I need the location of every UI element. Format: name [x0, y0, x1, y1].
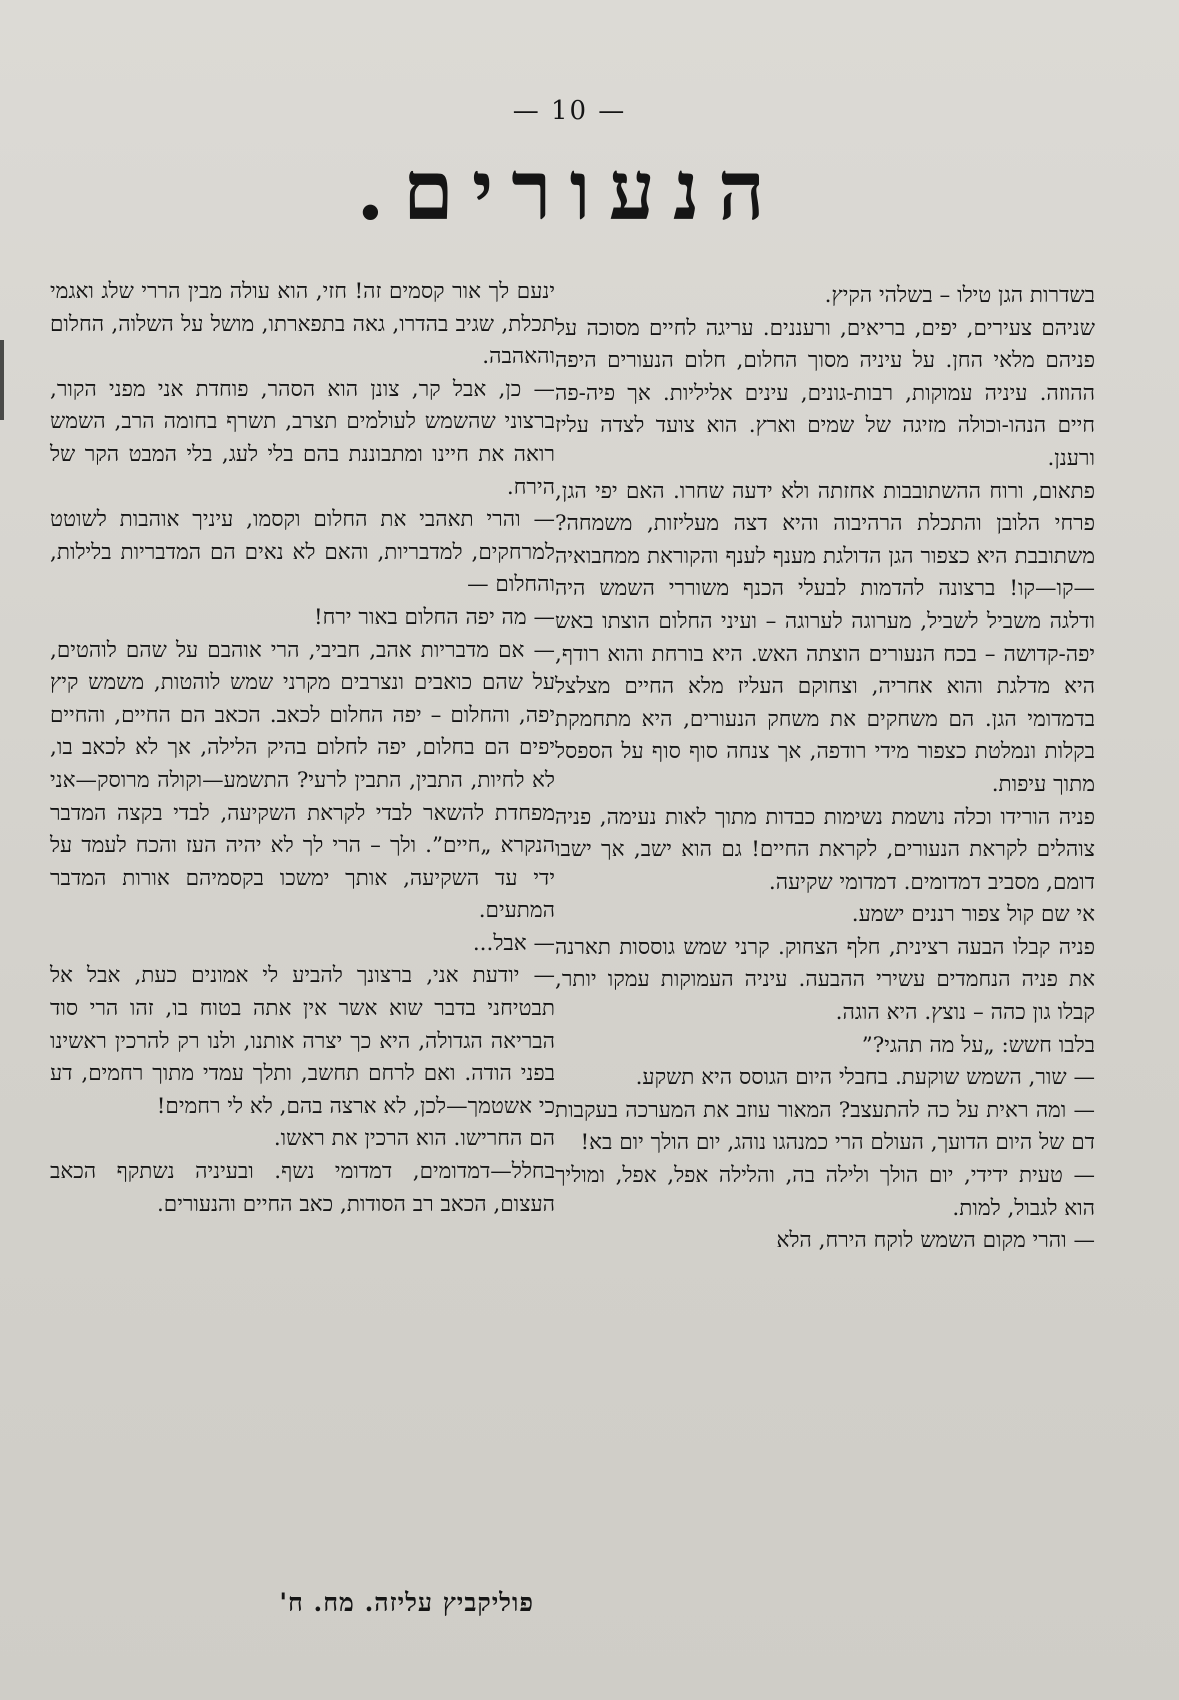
paragraph: — שור, השמש שוקעת. בחבלי היום הגוסס היא תשקע.: [635, 1065, 1095, 1091]
paragraph: — מה יפה החלום באור ירח!: [313, 604, 555, 630]
paragraph: — אבל...: [472, 930, 555, 956]
page-edge-mark: [0, 340, 4, 420]
paragraph: — אם מדבריות אהב, חביבי, הרי אוהבם על שהם לוהטים, על שהם כואבים ונצרבים מקרני שמש לוהטות, משמש קיץ יפה, והחלום – יפה החלום לכאב. הכאב הם החיים, והחיים יפים הם בחלום, יפה לחלום בהיק הלילה, אך לא לכאב בו, לא לחיות, התבין, התבין לרעי? התשמע—וקולה מרוסק—אני מפחדת להשאר לבדי לקראת השקיעה, לבדי בקצה המדבר הנקרא „חיים”. ולך – הרי לך לא יהיה העז והכח לעמד על ידי עד השקיעה, אותך ימשכו בקסמיהם אורות המדבר המתעים.: [50, 637, 555, 924]
paragraph: פניה הורידו וכלה נושמת נשימות כבדות מתוך לאות נעימה, פניה צוהלים לקראת הנעורים, לקראת החיים! גם הוא ישב, אך ישבו דומם, מסביב דמדומים. דמדומי שקיעה.: [555, 804, 1095, 895]
paragraph: — יודעת אני, ברצונך להביע לי אמונים כעת, אבל אל תבטיחני בדבר שוא אשר אין אתה בטוח בו, זהו הרי סוד הבריאה הגדולה, היא כך יצרה אותנו, ולנו רק להרכין ראשינו בפני הודה. ואם לרחם תחשב, ותלך עמדי מתוך רחמים, דע כי אשטמך—לכן, לא ארצה בהם, לא לי רחמים!: [50, 963, 555, 1119]
paragraph: בלבו חשש: „על מה תהגי?”: [861, 1032, 1095, 1058]
author-signature: פוליקביץ עליזה. מח. ח': [279, 1588, 534, 1617]
paragraph: הם החרישו. הוא הרכין את ראשו.: [273, 1126, 555, 1152]
paragraph: — כן, אבל קר, צונן הוא הסהר, פוחדת אני מפני הקור, ברצוני שהשמש לעולמים תצרב, תשרף בחומה הרב, השמש רואה את חיינו ומתבוננת בהם בלי לעג, בלי המבט הקר של הירח.: [50, 376, 555, 500]
paragraph: — ומה ראית על כה להתעצב? המאור עוזב את המערכה בעקבות דם של היום הדועך, העולם הרי כמנהגו נוהג, יום הולך יום בא!: [555, 1097, 1095, 1156]
right-column: [555, 280, 1095, 1258]
paragraph: ינעם לך אור קסמים זה! חזי, הוא עולה מבין הררי שלג ואגמי תכלת, שגיב בהדרו, גאה בתפארתו, מושל על השלוה, החלום והאהבה.: [50, 279, 555, 370]
paragraph: אי שם קול צפור רננים ישמע.: [851, 902, 1095, 928]
left-column: [50, 276, 555, 1221]
paragraph: — והרי מקום השמש לוקח הירח, הלא: [776, 1228, 1095, 1254]
article-title: הנעורים.: [356, 143, 783, 239]
page-number: — 10 —: [512, 96, 627, 126]
paragraph: — טעית ידידי, יום הולך ולילה בה, והלילה אפל, אפל, ומוליך הוא לגבול, למות.: [555, 1163, 1095, 1221]
paragraph: פתאום, ורוח ההשתובבות אחזתה ולא ידעה שחרו. האם יפי הגן, פרחי הלובן והתכלת הרהיבוה והיא דצה מעליזות, משמחה? משתובבת היא כצפור הגן הדולגת מענף לענף והקוראת ממחבואיה—קו—קו! ברצונה להדמות לבעלי הכנף משוררי השמש היה ודלגה משביל לשביל, מערוגה לערוגה – ועיני החלום הוצתו באש יפה-קדושה – בכח הנעורים הוצתה האש. היא בורחת והוא רודף, היא מדלגת והוא אחריה, וצחוקם העליז מלא החיים מצלצל בדמדומי הגן. הם משחקים את משחק הנעורים, היא מתחמקת בקלות ונמלטת כצפור מידי רודפה, אך צנחה סוף סוף על הספסל מתוך עיפות.: [555, 478, 1095, 797]
paragraph: שניהם צעירים, יפים, בריאים, ורעננים. עריגה לחיים מסוכה על פניהם מלאי החן. על עיניה מסוך החלום, חלום הנעורים היפה ההוזה. עיניה עמוקות, רבות-גונים, עינים אליליות. אך פיה-פה חיים הנהו-וכולה מזיגה של שמים וארץ. הוא צועד לצדה עליז ורענן.: [555, 315, 1095, 471]
paragraph: — והרי תאהבי את החלום וקסמו, עיניך אוהבות לשוטט למרחקים, למדבריות, והאם לא נאים הם המדבריות בלילות, והחלום —: [50, 507, 555, 598]
paragraph: פניה קבלו הבעה רצינית, חלף הצחוק. קרני שמש גוססות תארנה את פניה הנחמדים עשירי ההבעה. עיניה העמוקות עמקו יותר, קבלו גון כהה – נוצץ. היא הוגה.: [555, 934, 1095, 1026]
paragraph: בחלל—דמדומים, דמדומי נשף. ובעיניה נשתקף הכאב העצום, הכאב רב הסודות, כאב החיים והנעורים.: [50, 1159, 555, 1217]
paragraph: בשדרות הגן טילו – בשלהי הקיץ.: [824, 283, 1095, 308]
